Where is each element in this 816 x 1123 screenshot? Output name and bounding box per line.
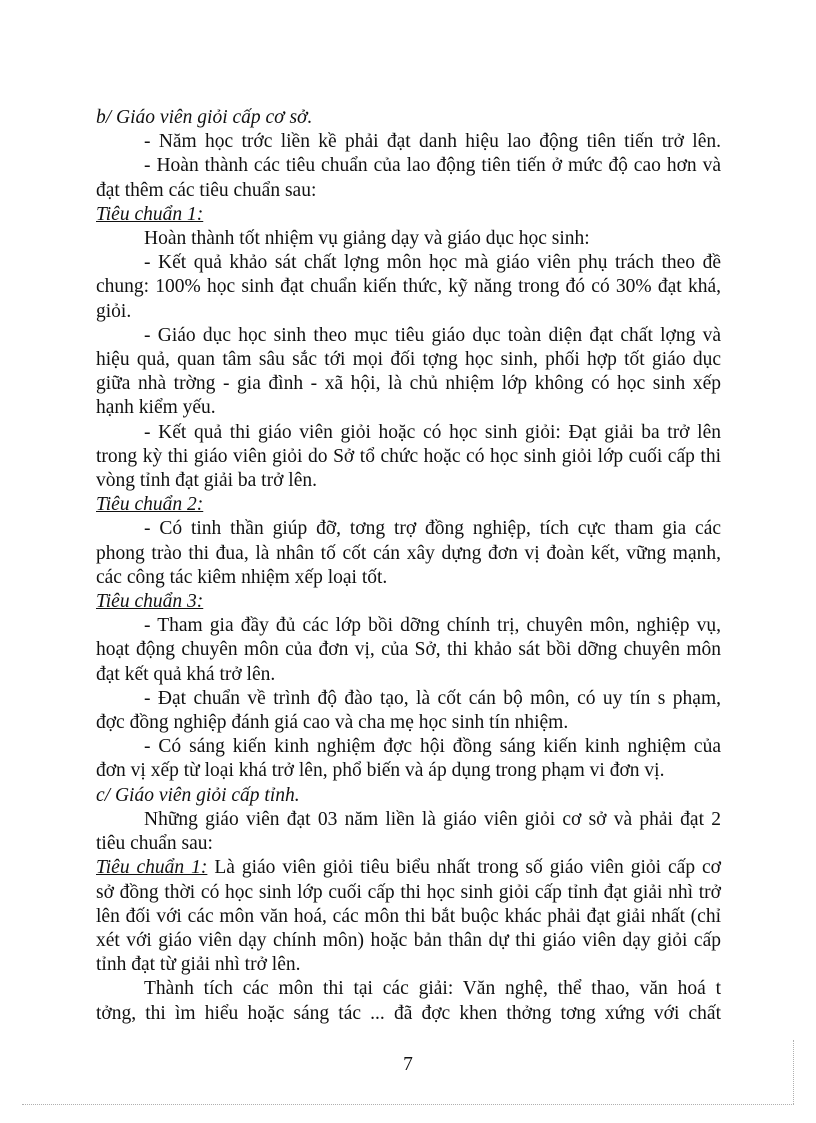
paragraph-line: Thành tích các môn thi tại các giải: Văn nghệ, thể thao, văn hoá t — [144, 978, 721, 1000]
criterion-3-heading: Tiêu chuẩn 3: — [96, 591, 204, 613]
paragraph-line: trong kỳ thi giáo viên giỏi do Sở tổ chức hoặc có học sinh giỏi lớp cuối cấp thi — [96, 445, 721, 467]
section-b-heading: b/ Giáo viên giỏi cấp cơ sở. — [96, 107, 313, 128]
paragraph-line: tiêu chuẩn sau: — [96, 833, 213, 855]
paragraph-line: - Có sáng kiến kinh nghiệm đợc hội đồng sáng kiến kinh nghiệm của — [144, 736, 721, 758]
paragraph-line: vòng tỉnh đạt giải ba trở lên. — [96, 470, 317, 492]
page-number: 7 — [403, 1054, 413, 1075]
provincial-criterion-1-text: Là giáo viên giỏi tiêu biểu nhất trong số giáo viên giỏi cấp cơ — [207, 857, 721, 879]
paragraph-line: đạt kết quả khá trở lên. — [96, 663, 276, 685]
paragraph-line: hiệu quả, quan tâm sâu sắc tới mọi đối tợng học sinh, phối hợp tốt giáo dục — [96, 349, 721, 371]
criterion-1-heading: Tiêu chuẩn 1: — [96, 203, 204, 225]
paragraph-line: - Tham gia đầy đủ các lớp bồi dỡng chính trị, chuyên môn, nghiệp vụ, — [144, 615, 721, 637]
paragraph-line: hoạt động chuyên môn của đơn vị, của Sở, thi khảo sát bồi dỡng chuyên môn — [96, 639, 721, 661]
paragraph-line: - Giáo dục học sinh theo mục tiêu giáo dục toàn diện đạt chất lợng và — [144, 324, 721, 346]
paragraph-line: tởng, thi ìm hiểu hoặc sáng tác ... đã đợc khen thởng tơng xứng với chất — [96, 1002, 721, 1024]
paragraph-line: phong trào thi đua, là nhân tố cốt cán xây dựng đơn vị đoàn kết, vững mạnh, — [96, 542, 721, 564]
paragraph-line: đơn vị xếp từ loại khá trở lên, phổ biến và áp dụng trong phạm vi đơn vị. — [96, 760, 665, 782]
page-right-border — [793, 1040, 794, 1104]
paragraph-line: chung: 100% học sinh đạt chuẩn kiến thức, kỹ năng trong đó có 30% đạt khá, — [96, 276, 721, 298]
paragraph-line: lên đối với các môn văn hoá, các môn thi bắt buộc khác phải đạt giải nhất (chỉ — [96, 905, 721, 927]
paragraph-line: tỉnh đạt từ giải nhì trở lên. — [96, 954, 301, 976]
paragraph-line: - Năm học trớc liền kề phải đạt danh hiệu lao động tiên tiến trở lên. — [144, 131, 721, 153]
paragraph-line: sở đồng thời có học sinh lớp cuối cấp thi học sinh giỏi cấp tỉnh đạt giải nhì trở — [96, 881, 721, 903]
paragraph-line: hạnh kiểm yếu. — [96, 397, 216, 419]
paragraph-line: các công tác kiêm nhiệm xếp loại tốt. — [96, 566, 388, 588]
section-c-heading: c/ Giáo viên giỏi cấp tỉnh. — [96, 784, 300, 806]
paragraph-line — [96, 856, 721, 880]
paragraph-line: đợc đồng nghiệp đánh giá cao và cha mẹ học sinh tín nhiệm. — [96, 712, 569, 734]
criterion-2-heading: Tiêu chuẩn 2: — [96, 494, 204, 516]
paragraph-line: giỏi. — [96, 300, 132, 322]
paragraph-line: - Kết quả thi giáo viên giỏi hoặc có học sinh giỏi: Đạt giải ba trở lên — [144, 421, 721, 443]
document-body — [96, 106, 721, 1026]
paragraph-line: - Kết quả khảo sát chất lợng môn học mà giáo viên phụ trách theo đề — [144, 252, 721, 274]
paragraph-line: Những giáo viên đạt 03 năm liền là giáo viên giỏi cơ sở và phải đạt 2 — [144, 808, 721, 830]
paragraph-line: xét với giáo viên dạy chính môn) hoặc bản thân dự thi giáo viên dạy giỏi cấp — [96, 929, 721, 951]
provincial-criterion-1-heading: Tiêu chuẩn 1: — [96, 857, 208, 879]
paragraph-line: giữa nhà trờng - gia đình - xã hội, là chủ nhiệm lớp không có học sinh xếp — [96, 373, 721, 395]
paragraph-line: đạt thêm các tiêu chuẩn sau: — [96, 179, 317, 201]
paragraph-line: - Đạt chuẩn về trình độ đào tạo, là cốt cán bộ môn, có uy tín s phạm, — [144, 687, 721, 709]
page-bottom-border — [22, 1104, 794, 1105]
paragraph-line: - Hoàn thành các tiêu chuẩn của lao động tiên tiến ở mức độ cao hơn và — [144, 155, 721, 177]
paragraph-line: - Có tinh thần giúp đỡ, tơng trợ đồng nghiệp, tích cực tham gia các — [144, 518, 721, 540]
paragraph-line: Hoàn thành tốt nhiệm vụ giảng dạy và giáo dục học sinh: — [144, 228, 590, 250]
